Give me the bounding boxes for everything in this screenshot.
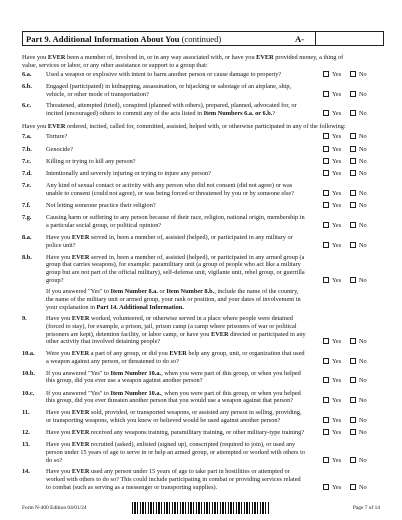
no-label: No xyxy=(359,145,367,153)
no-label: No xyxy=(359,110,367,117)
question-text: do so? xyxy=(46,456,63,464)
question-text: person under 15 years of age to serve in or help an armed group, or attempted or worked with others to xyxy=(46,449,305,456)
no-label: No xyxy=(359,397,367,405)
yes-no-group xyxy=(323,242,367,250)
form-edition: Form N-400 Edition 04/01/24 xyxy=(22,505,87,511)
item-number: 9. xyxy=(22,315,27,323)
yes-label: Yes xyxy=(332,189,342,197)
yes-no-group xyxy=(323,358,367,366)
no-checkbox[interactable] xyxy=(350,71,356,77)
item-number: 8.b. xyxy=(22,253,32,261)
yes-no-group xyxy=(323,71,367,79)
yes-checkbox[interactable] xyxy=(323,242,329,248)
question-text: this group, did you ever threaten another person that you would use a weapon against that person? xyxy=(46,397,294,405)
no-label: No xyxy=(359,377,367,385)
question-text: Have you EVER served in, been a member of, assisted (helped), or participated in any military or xyxy=(46,234,293,241)
yes-label: Yes xyxy=(332,483,342,491)
no-label: No xyxy=(359,429,367,437)
yes-no-group xyxy=(323,222,367,230)
question-text: your explanation in Part 14. Additional Information. xyxy=(46,303,184,311)
yes-no-group xyxy=(323,484,367,492)
yes-label: Yes xyxy=(332,417,342,424)
intro-text: Have you EVER ordered, incited, called for, committed, assisted, helped with, or otherwise participated in any of the following: xyxy=(22,122,346,130)
yes-checkbox[interactable] xyxy=(323,190,329,196)
no-label: No xyxy=(359,276,367,284)
question-text: Have you EVER sold, provided, or transported weapons, or assisted any person in selling, providing, xyxy=(46,409,302,417)
question-text: this group, did you ever use a weapon against another person? xyxy=(46,377,203,385)
no-label: No xyxy=(359,417,367,424)
yes-checkbox[interactable] xyxy=(323,397,329,403)
intro-text: Have you EVER been a member of, involved in, or in any way associated with, or have you EVER provided money, a thing of xyxy=(22,54,344,61)
yes-label: Yes xyxy=(332,377,342,385)
question-text: Genocide? xyxy=(46,145,73,153)
yes-no-group xyxy=(323,277,367,285)
item-number: 13. xyxy=(22,441,30,449)
yes-checkbox[interactable] xyxy=(323,338,329,344)
question-text: a weapon against any person, or threatened to do so? xyxy=(46,357,179,365)
no-checkbox[interactable] xyxy=(350,338,356,344)
yes-label: Yes xyxy=(332,110,342,117)
a-number-label: A- xyxy=(295,34,305,44)
question-text: police unit? xyxy=(46,241,76,249)
yes-checkbox[interactable] xyxy=(323,170,329,176)
question-text: Have you EVER used any person under 15 years of age to take part in hostilities or attempted or xyxy=(46,468,290,476)
item-number: 8.a. xyxy=(22,234,32,241)
item-number: 6.a. xyxy=(22,71,32,79)
question-text: Not letting someone practice their religion? xyxy=(46,202,156,209)
question-text: group? xyxy=(46,276,64,284)
question-text: Causing harm or suffering to any person because of their race, religion, national origin, membership in xyxy=(46,214,305,222)
question-text: Have you EVER worked, volunteered, or otherwise served in a place where people were detained xyxy=(46,315,293,323)
question-text: prisoners are kept), detention facility, or labor camp, or have you EVER directed or participated in any xyxy=(46,330,306,338)
part-title xyxy=(26,34,221,44)
barcode xyxy=(132,502,270,514)
question-text: (forced to stay), for example, a prison, jail, prison camp (a camp where prisoners of war or political xyxy=(46,323,297,330)
yes-checkbox[interactable] xyxy=(323,158,329,164)
question-text: If you answered "Yes" to Item Number 10.a., when you were part of this group, or when you helped xyxy=(46,389,301,397)
yes-checkbox[interactable] xyxy=(323,110,329,116)
yes-checkbox[interactable] xyxy=(323,277,329,283)
question-text: Intentionally and severely injuring or trying to injure any person? xyxy=(46,170,211,177)
no-label: No xyxy=(359,241,367,249)
question-text: a particular social group, or political opinion? xyxy=(46,221,162,229)
yes-checkbox[interactable] xyxy=(323,417,329,423)
a-number-field[interactable] xyxy=(315,31,385,46)
question-text: Engaged (participated) in kidnapping, assassination, or hijacking or sabotage of an airplane, ship, xyxy=(46,83,292,90)
no-checkbox[interactable] xyxy=(350,170,356,176)
yes-label: Yes xyxy=(332,145,342,153)
question-text: the name of the military unit or armed group, your rank or position, and your dates of involvement in xyxy=(46,296,301,303)
no-label: No xyxy=(359,90,367,98)
question-text: Have you EVER recruited (asked), enlisted (signed up), conscripted (required to join), or used any xyxy=(46,441,296,449)
yes-label: Yes xyxy=(332,133,342,141)
yes-no-group xyxy=(323,110,367,118)
question-text: Used a weapon or explosive with intent to harm another person or cause damage to property? xyxy=(46,71,282,79)
no-checkbox[interactable] xyxy=(350,242,356,248)
question-text: to combat (such as serving as a messenger or transporting supplies). xyxy=(46,483,218,491)
yes-no-group xyxy=(323,397,367,405)
yes-no-group xyxy=(323,338,367,346)
yes-checkbox[interactable] xyxy=(323,222,329,228)
yes-checkbox[interactable] xyxy=(323,484,329,490)
yes-checkbox[interactable] xyxy=(323,202,329,208)
no-checkbox[interactable] xyxy=(350,146,356,152)
no-checkbox[interactable] xyxy=(350,484,356,490)
continued-label: (continued) xyxy=(181,34,222,44)
yes-checkbox[interactable] xyxy=(323,429,329,435)
no-checkbox[interactable] xyxy=(350,222,356,228)
yes-checkbox[interactable] xyxy=(323,358,329,364)
no-checkbox[interactable] xyxy=(350,202,356,208)
question-text: Threatened, attempted (tried), conspired (planned with others), prepared, planned, advocated for, or xyxy=(46,102,297,110)
no-checkbox[interactable] xyxy=(350,397,356,403)
question-text: Killing or trying to kill any person? xyxy=(46,157,136,165)
yes-checkbox[interactable] xyxy=(323,377,329,383)
no-checkbox[interactable] xyxy=(350,377,356,383)
no-label: No xyxy=(359,456,367,464)
no-label: No xyxy=(359,338,367,346)
yes-no-group xyxy=(323,457,367,465)
question-text: other activity that involved detaining people? xyxy=(46,338,161,346)
yes-label: Yes xyxy=(332,221,342,229)
yes-label: Yes xyxy=(332,338,342,346)
yes-no-group xyxy=(323,170,367,178)
question-text: If you answered "Yes" to Item Number 8.a. or Item Number 8.b., include the name of the country, xyxy=(46,288,299,296)
item-number: 7.d. xyxy=(22,170,32,177)
no-checkbox[interactable] xyxy=(350,190,356,196)
no-checkbox[interactable] xyxy=(350,417,356,423)
yes-no-group xyxy=(323,91,367,99)
question-text: Torture? xyxy=(46,133,68,141)
item-number: 10.a. xyxy=(22,350,35,357)
no-checkbox[interactable] xyxy=(350,158,356,164)
no-label: No xyxy=(359,202,367,209)
no-checkbox[interactable] xyxy=(350,457,356,463)
no-checkbox[interactable] xyxy=(350,429,356,435)
yes-label: Yes xyxy=(332,276,342,284)
item-number: 7.f. xyxy=(22,202,31,209)
question-text: unable to consent (could not agree), or was being forced or threatened by you or by someone else? xyxy=(46,189,294,197)
item-number: 14. xyxy=(22,468,30,476)
yes-no-group xyxy=(323,133,367,141)
no-label: No xyxy=(359,157,367,165)
yes-label: Yes xyxy=(332,157,342,165)
yes-checkbox[interactable] xyxy=(323,146,329,152)
page-number: Page 7 of 14 xyxy=(352,505,380,511)
question-text: or transporting weapons, which you knew or believed would be used against another person? xyxy=(46,417,281,424)
item-number: 7.c. xyxy=(22,157,32,165)
question-text: group but are not part of the official military), self-defense unit, vigilante unit, rebel group, or guerrilla xyxy=(46,269,305,276)
item-number: 7.g. xyxy=(22,214,32,222)
question-text: Any kind of sexual contact or activity with any person who did not consent (did not agree) or was xyxy=(46,182,293,190)
question-text: Have you EVER served in, been a member of, assisted (helped), or participated in any armed group (a xyxy=(46,253,305,261)
yes-label: Yes xyxy=(332,71,342,79)
item-number: 6.b. xyxy=(22,83,32,90)
intro-text: value, services or labor, or any other assistance or support to a group that: xyxy=(22,61,208,69)
yes-label: Yes xyxy=(332,202,342,209)
yes-no-group xyxy=(323,202,367,210)
yes-no-group xyxy=(323,417,367,425)
no-label: No xyxy=(359,357,367,365)
no-checkbox[interactable] xyxy=(350,133,356,139)
item-number: 10.b. xyxy=(22,369,35,377)
no-checkbox[interactable] xyxy=(350,110,356,116)
no-label: No xyxy=(359,221,367,229)
yes-label: Yes xyxy=(332,90,342,98)
yes-label: Yes xyxy=(332,170,342,177)
no-label: No xyxy=(359,133,367,141)
no-checkbox[interactable] xyxy=(350,358,356,364)
yes-label: Yes xyxy=(332,241,342,249)
no-label: No xyxy=(359,71,367,79)
question-text: incited (encouraged) others to commit any of the acts listed in Item Numbers 6.a. or 6.b.? xyxy=(46,110,276,117)
yes-label: Yes xyxy=(332,397,342,405)
part-header xyxy=(22,31,384,46)
item-number: 10.c. xyxy=(22,389,35,397)
yes-label: Yes xyxy=(332,357,342,365)
part-heading: Additional Information About You xyxy=(52,34,180,44)
yes-checkbox[interactable] xyxy=(323,457,329,463)
yes-checkbox[interactable] xyxy=(323,133,329,139)
no-label: No xyxy=(359,189,367,197)
item-number: 7.a. xyxy=(22,133,32,141)
yes-checkbox[interactable] xyxy=(323,71,329,77)
item-number: 7.b. xyxy=(22,145,32,153)
question-text: group that carries weapons), for example: paramilitary unit (a group of people who act like a military xyxy=(46,261,301,269)
question-text: Were you EVER a part of any group, or did you EVER help any group, unit, or organization that used xyxy=(46,350,305,357)
yes-no-group xyxy=(323,377,367,385)
item-number: 12. xyxy=(22,429,30,437)
yes-no-group xyxy=(323,158,367,166)
yes-no-group xyxy=(323,190,367,198)
yes-no-group xyxy=(323,146,367,154)
no-label: No xyxy=(359,170,367,177)
yes-label: Yes xyxy=(332,429,342,437)
no-checkbox[interactable] xyxy=(350,91,356,97)
yes-label: Yes xyxy=(332,456,342,464)
yes-checkbox[interactable] xyxy=(323,91,329,97)
yes-no-group xyxy=(323,429,367,437)
question-text: vehicle, or other mode of transportation? xyxy=(46,90,149,98)
item-number: 11. xyxy=(22,409,30,417)
item-number: 6.c. xyxy=(22,102,32,110)
part-number: Part 9. xyxy=(26,34,51,44)
item-number: 7.e. xyxy=(22,182,32,190)
question-text: If you answered "Yes" to Item Number 10.a., when you were part of this group, or when you helped xyxy=(46,369,301,377)
question-text: worked with others to do so? This could include participating in combat or providing services related xyxy=(46,476,301,483)
no-label: No xyxy=(359,483,367,491)
no-checkbox[interactable] xyxy=(350,277,356,283)
question-text: Have you EVER received any weapons training, paramilitary training, or other military-type training? xyxy=(46,429,305,437)
